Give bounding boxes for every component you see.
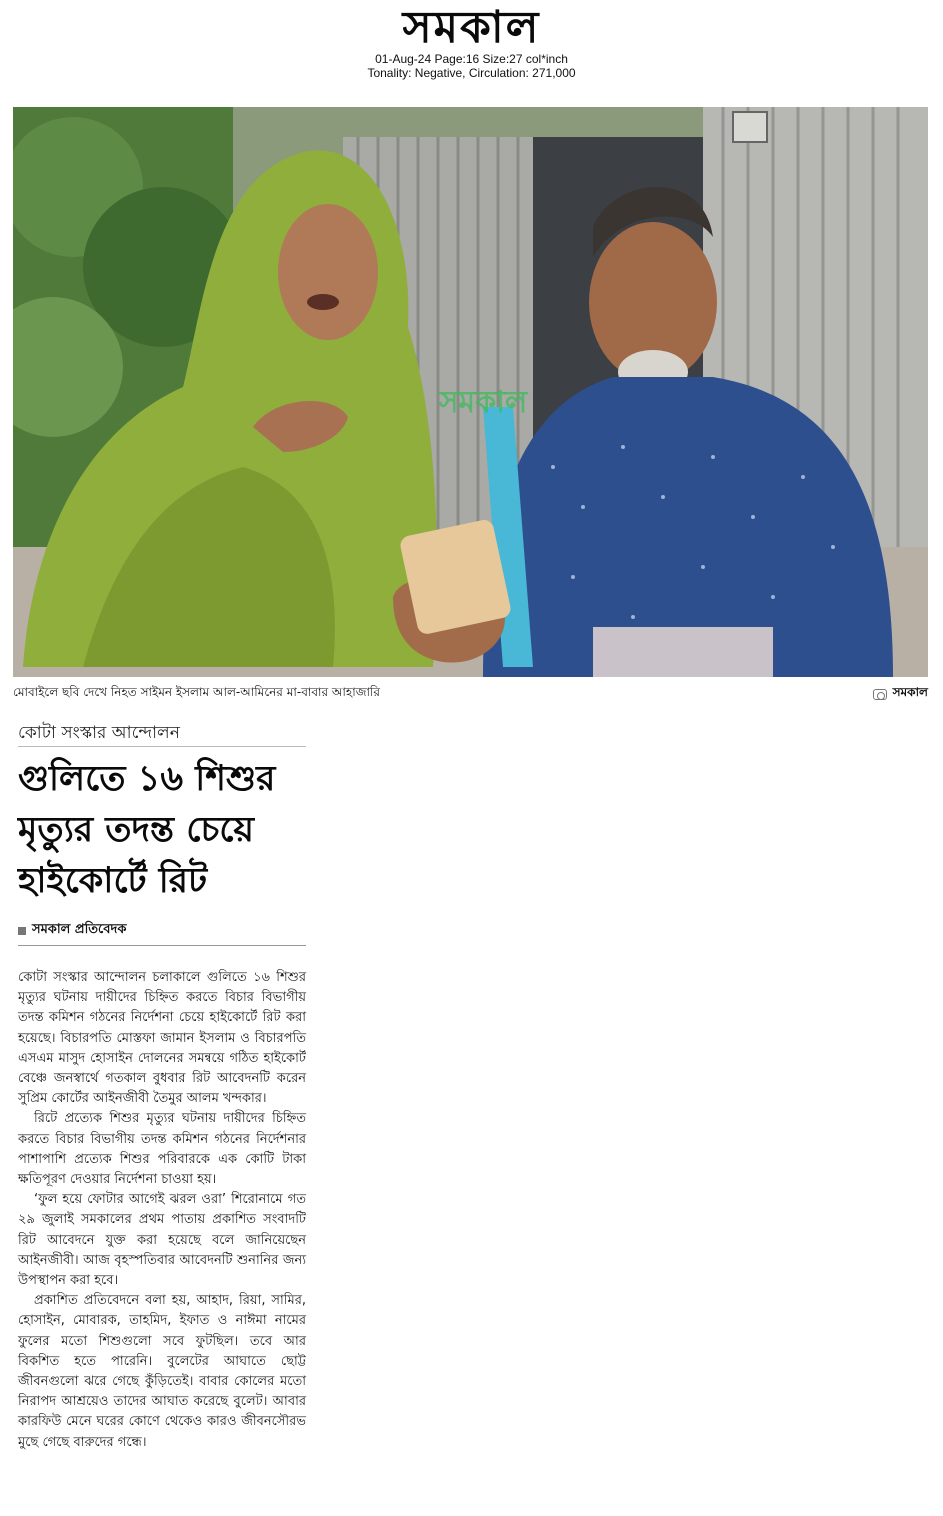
article-paragraph: কোটা সংস্কার আন্দোলন চলাকালে গুলিতে ১৬ শিশুর মৃত্যুর ঘটনায় দায়ীদের চিহ্নিত করতে বিচার বিভাগীয় তদন্ত কমিশন গঠনের নির্দেশনা চেয়ে হাইকোর্টে রিট করা হয়েছে। বিচারপতি মোস্তফা জামান ইসলাম ও বিচারপতি এসএম মাসুদ হোসাইন দোলনের সমন্বয়ে গঠিত হাইকোর্ট বেঞ্চে জনস্বার্থে গতকাল বুধবার রিট আবেদনটি করেন সুপ্রিম কোর্টের আইনজীবী তৈমুর আলম খন্দকার। (18, 970, 306, 1107)
byline-text: সমকাল প্রতিবেদক (32, 922, 127, 937)
headline-line: গুলিতে ১৬ শিশুর (18, 758, 276, 799)
news-article (18, 722, 306, 1453)
masthead (0, 4, 943, 80)
headline-line: হাইকোর্টে রিট (18, 860, 208, 901)
article-body (18, 968, 306, 1453)
headline-line: মৃত্যুর তদন্ত চেয়ে (18, 809, 255, 850)
article-paragraph: প্রকাশিত প্রতিবেদনে বলা হয়, আহাদ, রিয়া, সামির, হোসাইন, মোবারক, তাহমিদ, ইফাত ও নাঈমা নামের ফুলের মতো শিশুগুলো সবে ফুটছিল। তবে আর বিকশিত হতে পারেনি। বুলেটের আঘাতে ছোট্ট জীবনগুলো ঝরে গেছে কুঁড়িতেই। বাবার কোলের মতো নিরাপদ আশ্রয়েও তাদের আঘাত করেছে বুলেট। আবার কারফিউ মেনে ঘরের কোণে থেকেও কারও জীবনসৌরভ মুছে গেছে বারুদের গন্ধে। (18, 1293, 306, 1450)
camera-icon (873, 689, 887, 700)
article-headline (18, 753, 306, 906)
photo-watermark: সমকাল (438, 385, 528, 420)
kicker-divider (18, 746, 306, 747)
photo-illustration (13, 107, 928, 677)
newspaper-logo: সমকাল (402, 2, 541, 53)
article-kicker: কোটা সংস্কার আন্দোলন (18, 723, 180, 743)
article-byline (18, 920, 306, 946)
photo-credit-label: সমকাল (892, 685, 928, 699)
photo-caption-row (13, 684, 928, 704)
article-paragraph: রিটে প্রত্যেক শিশুর মৃত্যুর ঘটনায় দায়ীদের চিহ্নিত করতে বিচার বিভাগীয় তদন্ত কমিশন গঠনের নির্দেশনার পাশাপাশি প্রত্যেক শিশুর পরিবারকে এক কোটি টাকা ক্ষতিপূরণ দেওয়ার নির্দেশনা চাওয়া হয়। (18, 1111, 306, 1188)
news-photo (13, 107, 928, 677)
clipping-meta-line1: 01-Aug-24 Page:16 Size:27 col*inch (375, 52, 568, 66)
photo-caption: মোবাইলে ছবি দেখে নিহত সাইমন ইসলাম আল-আমিনের মা-বাবার আহাজারি (13, 685, 380, 699)
clipping-meta-line2: Tonality: Negative, Circulation: 271,000 (367, 66, 576, 80)
byline-bullet-icon (18, 927, 26, 935)
article-paragraph: ‘ফুল হয়ে ফোটার আগেই ঝরল ওরা’ শিরোনামে গত ২৯ জুলাই সমকালের প্রথম পাতায় প্রকাশিত সংবাদটি রিট আবেদনে যুক্ত করা হয়েছে বলে জানিয়েছেন আইনজীবী। আজ বৃহস্পতিবার আবেদনটি শুনানির জন্য উপস্থাপন করা হবে। (18, 1192, 306, 1289)
photo-credit (873, 684, 928, 704)
